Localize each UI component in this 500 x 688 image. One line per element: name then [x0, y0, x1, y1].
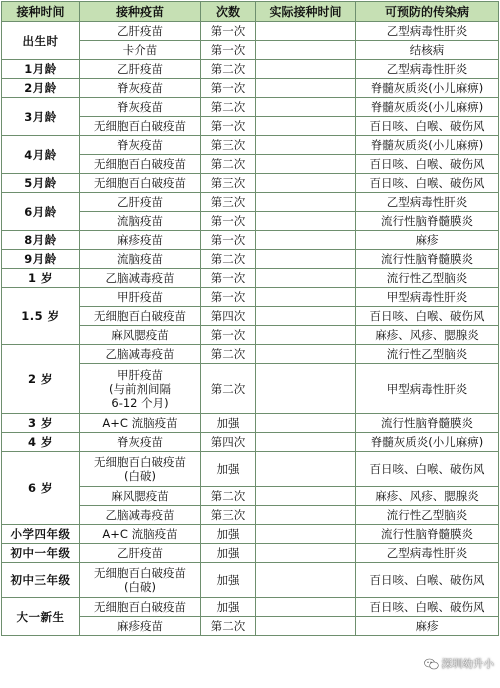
vaccine-name: 甲肝疫苗	[117, 367, 163, 382]
table-row	[2, 79, 499, 98]
disease-cell: 百日咳、白喉、破伤风	[356, 155, 499, 174]
disease-cell: 结核病	[356, 41, 499, 60]
actual-date-cell[interactable]	[256, 117, 356, 136]
table-row	[2, 525, 499, 544]
dose-cell: 第三次	[201, 506, 256, 525]
actual-date-cell[interactable]	[256, 231, 356, 250]
disease-cell: 脊髓灰质炎(小儿麻痹)	[356, 79, 499, 98]
actual-date-cell[interactable]	[256, 269, 356, 288]
disease-cell: 脊髓灰质炎(小儿麻痹)	[356, 98, 499, 117]
disease-cell: 流行性乙型脑炎	[356, 269, 499, 288]
disease-cell: 甲型病毒性肝炎	[356, 288, 499, 307]
vaccine-cell	[80, 288, 201, 307]
dose-cell: 第一次	[201, 326, 256, 345]
table-row	[2, 231, 499, 250]
table-row	[2, 136, 499, 155]
vaccine-cell	[80, 525, 201, 544]
age-cell: 6 岁	[2, 452, 80, 525]
vaccine-name: 甲肝疫苗	[117, 290, 163, 304]
actual-date-cell[interactable]	[256, 79, 356, 98]
actual-date-cell[interactable]	[256, 136, 356, 155]
actual-date-cell[interactable]	[256, 414, 356, 433]
disease-cell: 脊髓灰质炎(小儿麻痹)	[356, 136, 499, 155]
table-row	[2, 345, 499, 364]
vaccine-cell	[80, 598, 201, 617]
vaccine-name: (与前剂间隔	[109, 381, 171, 396]
vaccine-cell	[80, 269, 201, 288]
dose-cell: 第一次	[201, 269, 256, 288]
disease-cell: 麻疹	[356, 617, 499, 636]
age-cell: 2月龄	[2, 79, 80, 98]
table-row	[2, 452, 499, 487]
actual-date-cell[interactable]	[256, 250, 356, 269]
actual-date-cell[interactable]	[256, 98, 356, 117]
vaccine-cell	[80, 231, 201, 250]
vaccine-cell	[80, 617, 201, 636]
actual-date-cell[interactable]	[256, 174, 356, 193]
disease-cell: 乙型病毒性肝炎	[356, 544, 499, 563]
age-cell: 出生时	[2, 22, 80, 60]
age-cell: 2 岁	[2, 345, 80, 414]
dose-cell: 加强	[201, 414, 256, 433]
vaccine-cell	[80, 155, 201, 174]
header-vaccine: 接种疫苗	[80, 2, 201, 22]
dose-cell: 第三次	[201, 174, 256, 193]
vaccine-name: 无细胞百白破疫苗	[94, 566, 186, 580]
vaccine-cell	[80, 452, 201, 487]
table-row	[2, 193, 499, 212]
actual-date-cell[interactable]	[256, 41, 356, 60]
actual-date-cell[interactable]	[256, 288, 356, 307]
disease-cell: 乙型病毒性肝炎	[356, 193, 499, 212]
disease-cell: 百日咳、白喉、破伤风	[356, 174, 499, 193]
vaccine-cell	[80, 307, 201, 326]
vaccine-name: (白破)	[124, 580, 156, 594]
vaccine-cell	[80, 212, 201, 231]
table-row	[2, 563, 499, 598]
table-row	[2, 174, 499, 193]
dose-cell: 第一次	[201, 79, 256, 98]
dose-cell: 第一次	[201, 117, 256, 136]
age-cell: 4月龄	[2, 136, 80, 174]
table-header	[2, 2, 499, 22]
table-row	[2, 433, 499, 452]
vaccine-name: 无细胞百白破疫苗	[94, 176, 186, 190]
table-row	[2, 60, 499, 79]
vaccine-cell	[80, 136, 201, 155]
dose-cell: 第一次	[201, 22, 256, 41]
disease-cell: 乙型病毒性肝炎	[356, 60, 499, 79]
vaccine-name: A+C 流脑疫苗	[102, 527, 178, 541]
disease-cell: 麻疹	[356, 231, 499, 250]
age-cell: 初中一年级	[2, 544, 80, 563]
dose-cell: 第二次	[201, 487, 256, 506]
dose-cell: 第二次	[201, 250, 256, 269]
vaccine-name: 乙肝疫苗	[117, 24, 163, 38]
dose-cell: 第二次	[201, 617, 256, 636]
dose-cell: 第二次	[201, 364, 256, 414]
vaccine-name: 无细胞百白破疫苗	[94, 119, 186, 133]
age-cell: 4 岁	[2, 433, 80, 452]
disease-cell: 麻疹、风疹、腮腺炎	[356, 326, 499, 345]
dose-cell: 第一次	[201, 41, 256, 60]
dose-cell: 第二次	[201, 345, 256, 364]
disease-cell: 流行性脑脊髓膜炎	[356, 525, 499, 544]
vaccine-cell	[80, 60, 201, 79]
watermark	[424, 656, 495, 671]
table-row	[2, 22, 499, 41]
dose-cell: 加强	[201, 598, 256, 617]
vaccine-name: (白破)	[124, 469, 156, 483]
vaccine-name: 6-12 个月)	[111, 395, 169, 410]
vaccine-name: 麻风腮疫苗	[111, 489, 169, 503]
age-cell: 1 岁	[2, 269, 80, 288]
dose-cell: 第一次	[201, 231, 256, 250]
actual-date-cell[interactable]	[256, 544, 356, 563]
actual-date-cell[interactable]	[256, 364, 356, 414]
actual-date-cell[interactable]	[256, 326, 356, 345]
actual-date-cell[interactable]	[256, 506, 356, 525]
disease-cell: 百日咳、白喉、破伤风	[356, 598, 499, 617]
dose-cell: 第四次	[201, 307, 256, 326]
wechat-logo-icon	[424, 658, 439, 670]
vaccine-name: 无细胞百白破疫苗	[94, 157, 186, 171]
actual-date-cell[interactable]	[256, 487, 356, 506]
actual-date-cell[interactable]	[256, 433, 356, 452]
age-cell: 小学四年级	[2, 525, 80, 544]
watermark-text: 深圳幼升小	[441, 658, 494, 670]
actual-date-cell[interactable]	[256, 193, 356, 212]
age-cell: 1.5 岁	[2, 288, 80, 345]
disease-cell: 甲型病毒性肝炎	[356, 364, 499, 414]
disease-cell: 百日咳、白喉、破伤风	[356, 117, 499, 136]
disease-cell: 百日咳、白喉、破伤风	[356, 307, 499, 326]
table-row	[2, 598, 499, 617]
vaccine-cell	[80, 41, 201, 60]
vaccine-cell	[80, 345, 201, 364]
dose-cell: 第一次	[201, 288, 256, 307]
table-row	[2, 250, 499, 269]
vaccine-cell	[80, 117, 201, 136]
age-cell: 6月龄	[2, 193, 80, 231]
dose-cell: 第二次	[201, 60, 256, 79]
vaccine-name: A+C 流脑疫苗	[102, 416, 178, 430]
disease-cell: 流行性乙型脑炎	[356, 345, 499, 364]
vaccine-name: 乙肝疫苗	[117, 546, 163, 560]
dose-cell: 第三次	[201, 193, 256, 212]
table-row	[2, 269, 499, 288]
vaccine-name: 无细胞百白破疫苗	[94, 309, 186, 323]
dose-cell: 加强	[201, 452, 256, 487]
age-cell: 5月龄	[2, 174, 80, 193]
header-disease: 可预防的传染病	[356, 2, 499, 22]
disease-cell: 脊髓灰质炎(小儿麻痹)	[356, 433, 499, 452]
vaccine-name: 乙脑减毒疫苗	[105, 508, 175, 522]
dose-cell: 加强	[201, 563, 256, 598]
table-row	[2, 98, 499, 117]
age-cell: 8月龄	[2, 231, 80, 250]
age-cell: 大一新生	[2, 598, 80, 636]
vaccine-name: 流脑疫苗	[117, 214, 163, 228]
vaccine-cell	[80, 193, 201, 212]
table-row	[2, 544, 499, 563]
vaccine-cell	[80, 364, 201, 414]
vaccine-name: 麻疹疫苗	[117, 619, 163, 633]
vaccine-name: 脊灰疫苗	[117, 435, 163, 449]
vaccine-name: 乙肝疫苗	[117, 195, 163, 209]
header-actual-date: 实际接种时间	[256, 2, 356, 22]
table-row	[2, 288, 499, 307]
vaccine-cell	[80, 506, 201, 525]
age-cell: 3月龄	[2, 98, 80, 136]
vaccination-schedule-table	[1, 1, 499, 636]
age-cell: 9月龄	[2, 250, 80, 269]
actual-date-cell[interactable]	[256, 563, 356, 598]
actual-date-cell[interactable]	[256, 22, 356, 41]
vaccine-cell	[80, 544, 201, 563]
vaccine-name: 乙脑减毒疫苗	[105, 271, 175, 285]
vaccine-name: 脊灰疫苗	[117, 100, 163, 114]
disease-cell: 流行性脑脊髓膜炎	[356, 414, 499, 433]
dose-cell: 第四次	[201, 433, 256, 452]
vaccine-name: 乙脑减毒疫苗	[105, 347, 175, 361]
disease-cell: 麻疹、风疹、腮腺炎	[356, 487, 499, 506]
age-cell: 初中三年级	[2, 563, 80, 598]
dose-cell: 加强	[201, 544, 256, 563]
vaccine-name: 麻风腮疫苗	[111, 328, 169, 342]
vaccine-name: 卡介苗	[122, 43, 158, 57]
actual-date-cell[interactable]	[256, 452, 356, 487]
header-dose: 次数	[201, 2, 256, 22]
disease-cell: 流行性脑脊髓膜炎	[356, 250, 499, 269]
vaccine-name: 乙肝疫苗	[117, 62, 163, 76]
actual-date-cell[interactable]	[256, 617, 356, 636]
actual-date-cell[interactable]	[256, 598, 356, 617]
vaccine-cell	[80, 414, 201, 433]
actual-date-cell[interactable]	[256, 155, 356, 174]
vaccine-cell	[80, 174, 201, 193]
disease-cell: 百日咳、白喉、破伤风	[356, 563, 499, 598]
vaccine-name: 流脑疫苗	[117, 252, 163, 266]
dose-cell: 第三次	[201, 136, 256, 155]
vaccine-name: 无细胞百白破疫苗	[94, 455, 186, 469]
actual-date-cell[interactable]	[256, 60, 356, 79]
disease-cell: 乙型病毒性肝炎	[356, 22, 499, 41]
dose-cell: 第二次	[201, 155, 256, 174]
vaccine-cell	[80, 22, 201, 41]
vaccine-cell	[80, 433, 201, 452]
vaccine-name: 麻疹疫苗	[117, 233, 163, 247]
disease-cell: 流行性乙型脑炎	[356, 506, 499, 525]
actual-date-cell[interactable]	[256, 525, 356, 544]
vaccine-name: 脊灰疫苗	[117, 138, 163, 152]
dose-cell: 第一次	[201, 212, 256, 231]
age-cell: 3 岁	[2, 414, 80, 433]
vaccine-cell	[80, 487, 201, 506]
dose-cell: 第二次	[201, 98, 256, 117]
vaccine-cell	[80, 98, 201, 117]
vaccine-cell	[80, 326, 201, 345]
header-row	[2, 2, 499, 22]
actual-date-cell[interactable]	[256, 212, 356, 231]
disease-cell: 百日咳、白喉、破伤风	[356, 452, 499, 487]
table-row	[2, 414, 499, 433]
header-age: 接种时间	[2, 2, 80, 22]
vaccine-name: 脊灰疫苗	[117, 81, 163, 95]
disease-cell: 流行性脑脊髓膜炎	[356, 212, 499, 231]
vaccine-cell	[80, 563, 201, 598]
dose-cell: 加强	[201, 525, 256, 544]
table-body	[2, 22, 499, 636]
vaccine-cell	[80, 250, 201, 269]
vaccine-name: 无细胞百白破疫苗	[94, 600, 186, 614]
actual-date-cell[interactable]	[256, 345, 356, 364]
age-cell: 1月龄	[2, 60, 80, 79]
vaccine-cell	[80, 79, 201, 98]
actual-date-cell[interactable]	[256, 307, 356, 326]
